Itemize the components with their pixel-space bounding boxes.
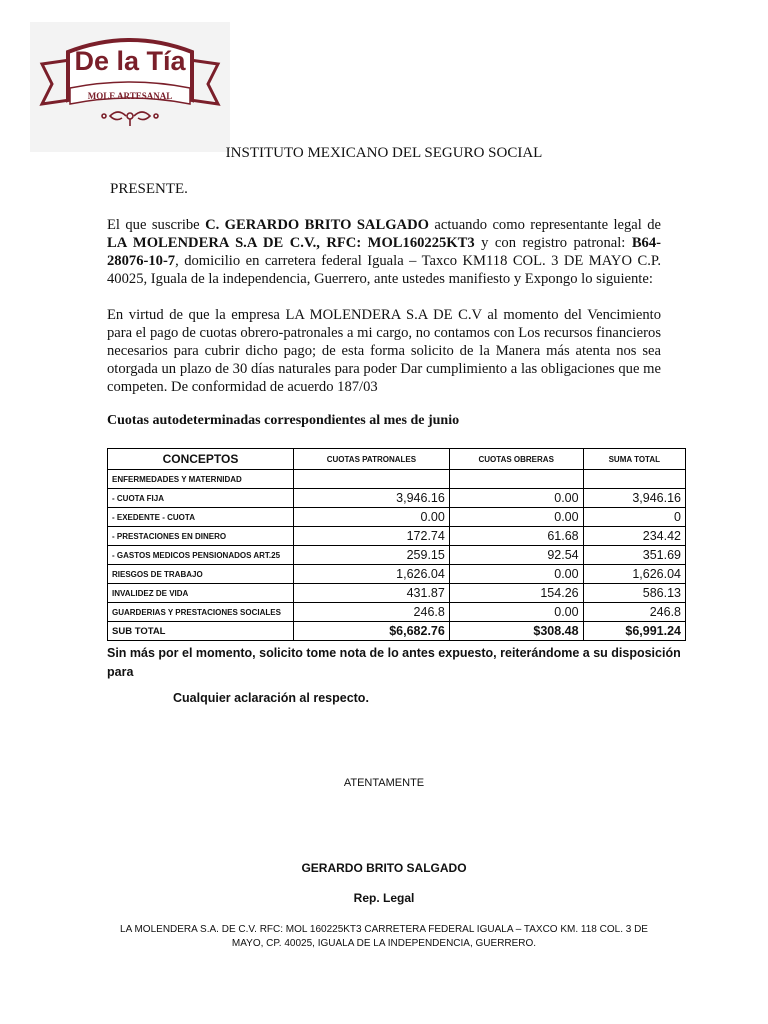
- row-total: 0: [583, 508, 685, 527]
- valediction: ATENTAMENTE: [343, 777, 425, 789]
- row-patronal: 1,626.04: [294, 565, 450, 584]
- table-row: [108, 584, 686, 603]
- row-concept: RIESGOS DE TRABAJO: [108, 565, 294, 584]
- table-row: [108, 470, 686, 489]
- paragraph-request: En virtud de que la empresa LA MOLENDERA S.A DE C.V al momento del Vencimiento para el pago de cuotas obrero-patronales a mi cargo, no contamos con Los recursos financieros necesarios para cubrir dicho pago; de esta forma solicito de la Manera más atenta nos sea otorgada un plazo de 30 días naturales para poder Dar cumplimiento a las obligaciones que me competen. De conformidad de acuerdo 187/03: [107, 307, 661, 395]
- row-obrera: [449, 470, 583, 489]
- row-concept: INVALIDEZ DE VIDA: [108, 584, 294, 603]
- subtotal-label: SUB TOTAL: [108, 622, 294, 641]
- row-obrera: 92.54: [449, 546, 583, 565]
- greeting: PRESENTE.: [110, 181, 188, 197]
- subtotal-row: [108, 622, 686, 641]
- closing-text: Sin más por el momento, solicito tome nota de lo antes expuesto, reiterándome a su disposición para: [107, 646, 681, 679]
- row-concept: - PRESTACIONES EN DINERO: [108, 527, 294, 546]
- table-header-row: [108, 449, 686, 470]
- intro-text-1: El que suscribe: [107, 217, 206, 233]
- row-patronal: 246.8: [294, 603, 450, 622]
- row-patronal: 0.00: [294, 508, 450, 527]
- paragraph-intro: [107, 216, 661, 288]
- row-total: 1,626.04: [583, 565, 685, 584]
- row-concept: ENFERMEDADES Y MATERNIDAD: [108, 470, 294, 489]
- header-patronales: CUOTAS PATRONALES: [294, 449, 450, 470]
- row-obrera: 0.00: [449, 489, 583, 508]
- company-rfc-bold: LA MOLENDERA S.A DE C.V., RFC: MOL160225KT3: [107, 235, 475, 251]
- row-obrera: 0.00: [449, 565, 583, 584]
- row-total: [583, 470, 685, 489]
- cuotas-table: [107, 448, 686, 641]
- row-obrera: 154.26: [449, 584, 583, 603]
- aclaracion-text: Cualquier aclaración al respecto.: [173, 691, 369, 705]
- row-concept: - EXEDENTE - CUOTA: [108, 508, 294, 527]
- table-row: [108, 565, 686, 584]
- row-total: 586.13: [583, 584, 685, 603]
- row-concept: - GASTOS MEDICOS PENSIONADOS ART.25: [108, 546, 294, 565]
- table-row: [108, 527, 686, 546]
- header-obreras: CUOTAS OBRERAS: [449, 449, 583, 470]
- company-logo: [30, 22, 230, 152]
- row-patronal: 3,946.16: [294, 489, 450, 508]
- recipient-title: INSTITUTO MEXICANO DEL SEGURO SOCIAL: [225, 145, 543, 161]
- subtotal-obrera: $308.48: [449, 622, 583, 641]
- subtotal-patronal: $6,682.76: [294, 622, 450, 641]
- subtotal-total: $6,991.24: [583, 622, 685, 641]
- table-row: [108, 508, 686, 527]
- table-row: [108, 603, 686, 622]
- row-concept: GUARDERIAS Y PRESTACIONES SOCIALES: [108, 603, 294, 622]
- table-row: [108, 489, 686, 508]
- signer-name-bold: C. GERARDO BRITO SALGADO: [205, 217, 429, 233]
- row-patronal: [294, 470, 450, 489]
- table-row: [108, 546, 686, 565]
- signer-role: Rep. Legal: [353, 891, 415, 905]
- registro-patronal-bold: B64-28076-10-7: [107, 235, 662, 269]
- row-obrera: 61.68: [449, 527, 583, 546]
- row-total: 246.8: [583, 603, 685, 622]
- header-conceptos: CONCEPTOS: [108, 449, 294, 470]
- footer-address: LA MOLENDERA S.A. DE C.V. RFC: MOL 160225KT3 CARRETERA FEDERAL IGUALA – TAXCO KM. 118 COL. 3 DE MAYO, CP. 40025, IGUALA DE LA INDEPENDENCIA, GUERRERO.: [120, 924, 648, 949]
- row-total: 3,946.16: [583, 489, 685, 508]
- logo-brand: De la Tía: [74, 46, 186, 76]
- logo-graphic: [30, 22, 230, 152]
- row-patronal: 172.74: [294, 527, 450, 546]
- intro-text-3: y con registro patronal:: [474, 235, 632, 251]
- intro-text-4: , domicilio en carretera federal Iguala – Taxco KM118 COL. 3 DE MAYO C.P. 40025, Iguala de la independencia, Guerrero, ante ustedes manifiesto y Expongo lo siguiente:: [107, 253, 661, 287]
- row-obrera: 0.00: [449, 603, 583, 622]
- row-patronal: 431.87: [294, 584, 450, 603]
- row-total: 234.42: [583, 527, 685, 546]
- row-obrera: 0.00: [449, 508, 583, 527]
- intro-text-2: actuando como representante legal de: [428, 217, 661, 233]
- header-suma-total: SUMA TOTAL: [583, 449, 685, 470]
- row-total: 351.69: [583, 546, 685, 565]
- table-heading: Cuotas autodeterminadas correspondientes al mes de junio: [107, 413, 460, 428]
- signer-name: GERARDO BRITO SALGADO: [301, 861, 467, 875]
- logo-subtitle: MOLE ARTESANAL: [87, 91, 173, 101]
- row-patronal: 259.15: [294, 546, 450, 565]
- row-concept: - CUOTA FIJA: [108, 489, 294, 508]
